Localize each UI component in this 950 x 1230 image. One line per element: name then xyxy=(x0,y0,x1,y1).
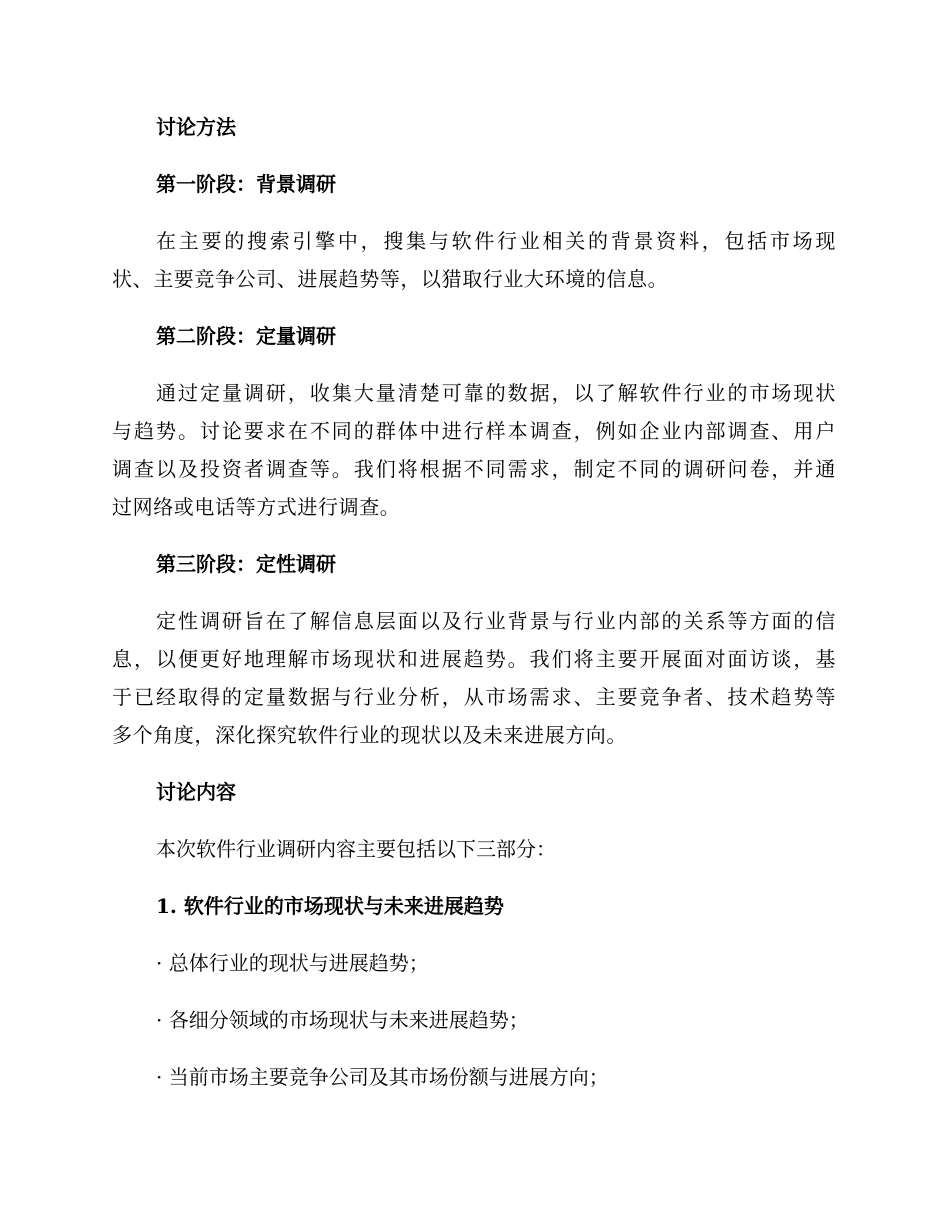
section-title-content: 讨论内容 xyxy=(156,780,236,804)
stage1-title: 第一阶段：背景调研 xyxy=(156,172,336,196)
bullet-item: · 当前市场主要竞争公司及其市场份额与进展方向； xyxy=(156,1065,609,1089)
paragraph-line: 过网络或电话等方式进行调查。 xyxy=(112,495,401,519)
stage3-paragraph xyxy=(112,602,836,754)
bullet-item: · 总体行业的现状与进展趋势； xyxy=(156,951,429,975)
paragraph-line: 调查以及投资者调查等。我们将根据不同需求，制定不同的调研问卷，并通 xyxy=(112,457,836,481)
stage2-paragraph xyxy=(112,374,836,526)
paragraph-line: 定性调研旨在了解信息层面以及行业背景与行业内部的关系等方面的信 xyxy=(156,609,836,633)
section-title-methods: 讨论方法 xyxy=(156,115,236,139)
part1-title: 1. 软件行业的市场现状与未来进展趋势 xyxy=(156,894,504,918)
stage2-title: 第二阶段：定量调研 xyxy=(156,324,336,348)
paragraph-line: 在主要的搜索引擎中，搜集与软件行业相关的背景资料，包括市场现 xyxy=(156,229,836,253)
stage3-title: 第三阶段：定性调研 xyxy=(156,552,336,576)
paragraph-line: 通过定量调研，收集大量清楚可靠的数据，以了解软件行业的市场现状 xyxy=(156,381,836,405)
paragraph-line: 多个角度，深化探究软件行业的现状以及未来进展方向。 xyxy=(112,723,627,747)
bullet-item: · 各细分领域的市场现状与未来进展趋势； xyxy=(156,1008,529,1032)
stage1-paragraph xyxy=(112,222,836,298)
paragraph-line: 状、主要竞争公司、进展趋势等，以猎取行业大环境的信息。 xyxy=(112,267,669,291)
paragraph-line: 与趋势。讨论要求在不同的群体中进行样本调查，例如企业内部调查、用户 xyxy=(112,419,836,443)
paragraph-line: 息，以便更好地理解市场现状和进展趋势。我们将主要开展面对面访谈，基 xyxy=(112,647,836,671)
content-intro: 本次软件行业调研内容主要包括以下三部分： xyxy=(156,837,556,861)
document-page xyxy=(112,108,836,1115)
paragraph-line: 于已经取得的定量数据与行业分析，从市场需求、主要竞争者、技术趋势等 xyxy=(112,685,836,709)
